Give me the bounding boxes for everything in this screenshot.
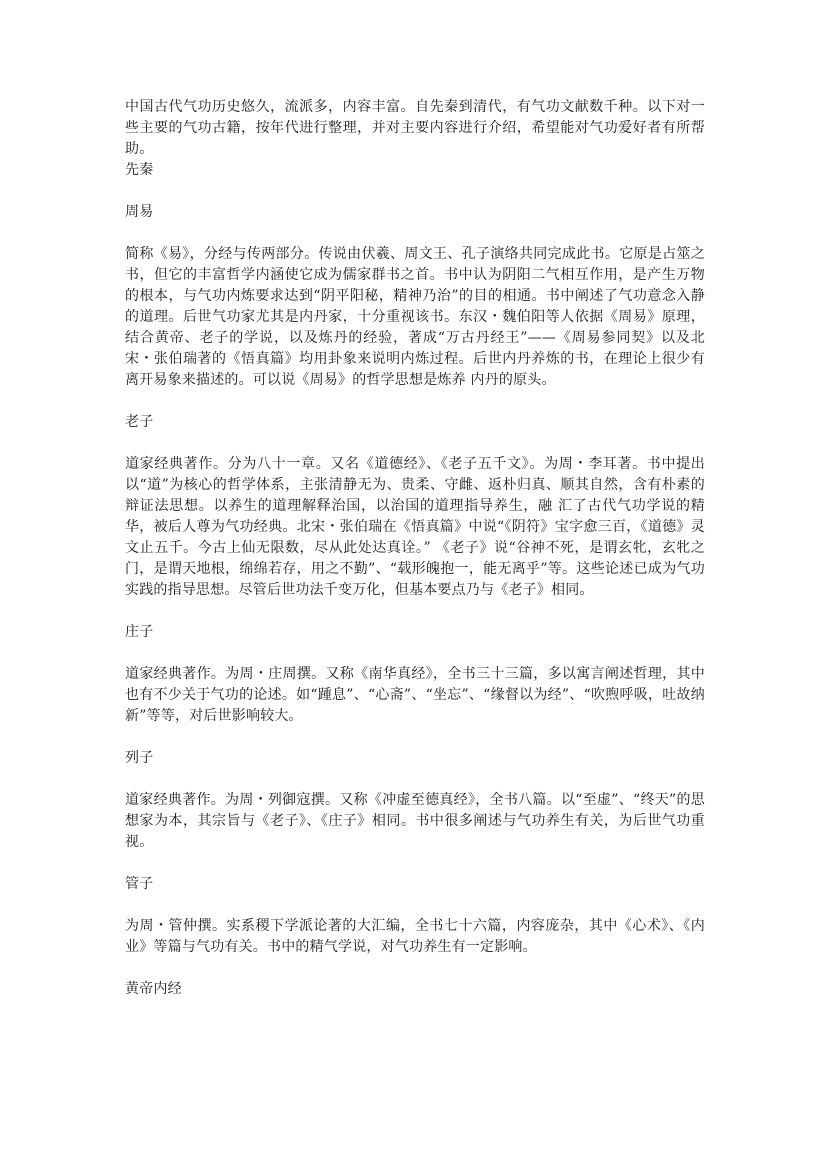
section-body-zhouyi: 简称《易》，分经与传两部分。传说由伏羲、周文王、孔子演络共同完成此书。它原是占筮之书，但它的丰富哲学内涵使它成为儒家群书之首。书中认为阴阳二气相互作用，是产生万物的根本，与气功内炼要求达到“阴平阳秘，精神乃治”的目的相通。书中阐述了气功意念入静的道理。后世气功家尤其是内丹家，十分重视该书。东汉・魏伯阳等人依据《周易》原理，结合黄帝、老子的学说，以及炼丹的经验，著成“万古丹经王”——《周易参同契》以及北宋・张伯瑞著的《悟真篇》均用卦象来说明内炼过程。后世内丹养炼的书，在理论上很少有离开易象来描述的。可以说《周易》的哲学思想是炼养 内丹的原头。 (125, 246, 705, 388)
section-title-laozi: 老子 (125, 414, 154, 430)
intro-paragraph: 中国古代气功历史悠久，流派多，内容丰富。自先秦到清代，有气功文献数千种。以下对一些主要的气功古籍，按年代进行整理，并对主要内容进行介绍，希望能对气功爱好者有所帮助。 (125, 99, 705, 157)
section-title-huangdi-neijing: 黄帝内经 (125, 981, 182, 997)
section-body-liezi: 道家经典著作。为周・列御寇撰。又称《冲虚至德真经》，全书八篇。以“至虚”、“终天”的思想家为本，其宗旨与《老子》、《庄子》相同。书中很多阐述与气功养生有关，为后世气功重视。 (125, 792, 705, 850)
section-title-guanzi: 管子 (125, 876, 154, 892)
section-body-guanzi: 为周・管仲撰。实系稷下学派论著的大汇编，全书七十六篇，内容庞杂，其中《心术》、《内业》等篇与气功有关。书中的精气学说，对气功养生有一定影响。 (125, 918, 705, 955)
document-content (125, 97, 705, 1000)
section-body-laozi: 道家经典著作。分为八十一章。又名《道德经》、《老子五千文》。为周・李耳著。书中提出以“道”为核心的哲学体系，主张清静无为、贵柔、守雌、返朴归真、顺其自然，含有朴素的辩证法思想。以养生的道理解释治国，以治国的道理指导养生，融 汇了古代气功学说的精华，被后人尊为气功经典。北宋・张伯瑞在《悟真篇》中说“《阴符》宝字愈三百，《道德》灵文止五千。今古上仙无限数，尽从此处达真诠。” 《老子》说“谷神不死，是谓玄牝，玄牝之门，是谓天地根，绵绵若存，用之不勤”、“载形魄抱一，能无离乎”等。这些论述已成为气功实践的指导思想。尽管后世功法千变万化，但基本要点乃与《老子》相同。 (125, 456, 705, 598)
era-heading: 先秦 (125, 162, 154, 178)
section-title-liezi: 列子 (125, 750, 154, 766)
section-title-zhouyi: 周易 (125, 204, 154, 220)
section-body-zhuangzi: 道家经典著作。为周・庄周撰。又称《南华真经》，全书三十三篇，多以寓言阐述哲理，其中也有不少关于气功的论述。如“踵息”、“心斋”、“坐忘”、“缘督以为经”、“吹煦呼吸，吐故纳新”等等，对后世影响较大。 (125, 666, 705, 724)
section-title-zhuangzi: 庄子 (125, 624, 154, 640)
